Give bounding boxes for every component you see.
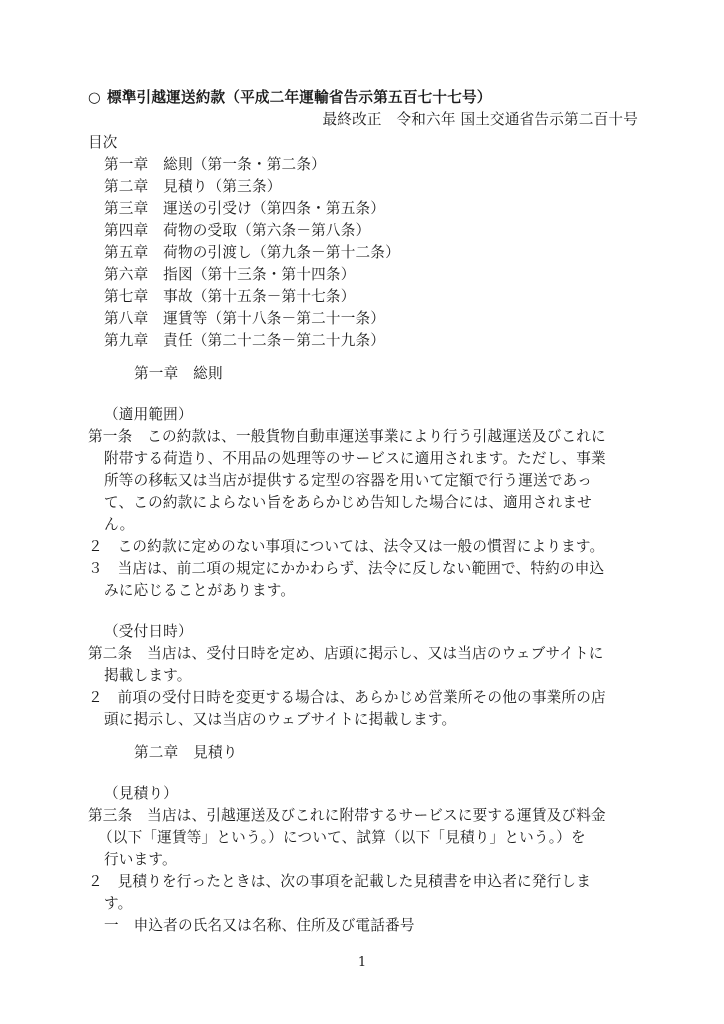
chapter-heading: 第一章 総則 [134, 365, 223, 382]
toc-item: 第四章 荷物の受取（第六条－第八条） [104, 222, 371, 239]
article-caption: （適用範囲） [104, 406, 193, 423]
page-number: 1 [357, 955, 367, 970]
article-line: 第三条 当店は、引越運送及びこれに附帯するサービスに要する運賃及び料金 [88, 807, 606, 824]
paragraph-line: ３ 当店は、前二項の規定にかかわらず、法令に反しない範囲で、特約の申込 [88, 560, 605, 577]
article-line: （以下「運賃等」という。）について、試算（以下「見積り」という。）を [98, 829, 586, 846]
article-line: 所等の移転又は当店が提供する定型の容器を用いて定額で行う運送であっ [104, 472, 593, 489]
toc-item: 第五章 荷物の引渡し（第九条－第十二条） [104, 244, 400, 261]
document-title-text: 標準引越運送約款（平成二年運輸省告示第五百七十七号） [106, 89, 492, 106]
paragraph-line: ２ この約款に定めのない事項については、法令又は一般の慣習によります。 [88, 538, 605, 555]
article-caption: （受付日時） [104, 623, 193, 640]
paragraph-line: 頭に掲示し、又は当店のウェブサイトに掲載します。 [104, 711, 457, 728]
toc-item: 第一章 総則（第一条・第二条） [104, 156, 326, 173]
paragraph-line: みに応じることがあります。 [104, 582, 296, 599]
last-revision: 最終改正 令和六年 国土交通省告示第二百十号 [322, 111, 638, 128]
paragraph-line: ２ 見積りを行ったときは、次の事項を記載した見積書を申込者に発行しま [88, 873, 591, 890]
document-title [88, 88, 492, 108]
circle-bullet-icon: ○ [88, 89, 101, 106]
article-caption: （見積り） [104, 785, 178, 802]
article-line: 附帯する荷造り、不用品の処理等のサービスに適用されます。ただし、事業 [104, 450, 606, 467]
article-line: 第二条 当店は、受付日時を定め、店頭に掲示し、又は当店のウェブサイトに [88, 645, 604, 662]
article-line: 第一条 この約款は、一般貨物自動車運送事業により行う引越運送及びこれに [88, 428, 606, 445]
article-line: て、この約款によらない旨をあらかじめ告知した場合には、適用されませ [104, 494, 592, 511]
article-line: ん。 [104, 516, 135, 533]
article-line: 掲載します。 [104, 667, 192, 684]
toc-heading: 目次 [88, 134, 118, 151]
toc-item: 第七章 事故（第十五条－第十七条） [104, 288, 356, 305]
toc-item: 第三章 運送の引受け（第四条・第五条） [104, 200, 386, 217]
paragraph-line: ２ 前項の受付日時を変更する場合は、あらかじめ営業所その他の事業所の店 [88, 689, 606, 706]
toc-item: 第六章 指図（第十三条・第十四条） [104, 266, 356, 283]
toc-item: 第二章 見積り（第三条） [104, 178, 282, 195]
article-line: 行います。 [104, 851, 177, 868]
toc-item: 第九章 責任（第二十二条－第二十九条） [104, 332, 386, 349]
toc-item: 第八章 運賃等（第十八条－第二十一条） [104, 310, 386, 327]
list-item: 一 申込者の氏名又は名称、住所及び電話番号 [104, 917, 415, 934]
chapter-heading: 第二章 見積り [134, 744, 238, 761]
paragraph-line: す。 [104, 895, 133, 912]
